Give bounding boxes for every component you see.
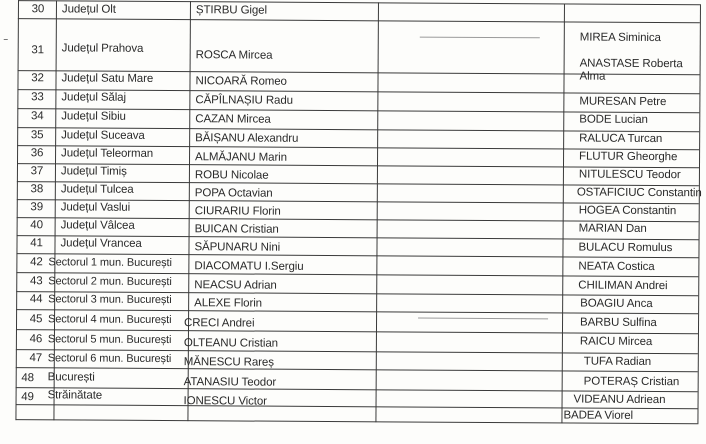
candidate-left: CAZAN Mircea: [195, 113, 271, 126]
candidate-right: RAICU Mircea: [579, 335, 653, 348]
candidate-left: ROSCA Mircea: [195, 49, 273, 62]
candidate-right: MARIAN Dan: [578, 222, 647, 235]
candidate-left: ATANASIU Teodor: [183, 376, 277, 389]
candidate-right: TUFA Radian: [583, 355, 652, 368]
candidate-right: MIREA Siminica: [579, 31, 661, 45]
row-number: 33: [31, 91, 44, 104]
candidate-right: NEATA Costica: [578, 260, 655, 274]
row-number: 45: [29, 313, 43, 326]
row-divider: [18, 18, 700, 23]
row-number: 40: [30, 219, 43, 232]
candidate-right: MURESAN Petre: [579, 95, 667, 109]
county-name: Județul Suceava: [61, 129, 145, 142]
candidate-left: CĂPÎLNAȘIU Radu: [195, 94, 294, 107]
candidate-left: CRECI Andrei: [183, 317, 255, 330]
row-number: 48: [21, 372, 35, 385]
county-name: Județul Satu Mare: [61, 72, 154, 85]
candidate-right: NITULESCU Teodor: [578, 168, 681, 182]
candidate-left: BUICAN Cristian: [194, 223, 279, 236]
county-name: Sectorul 5 mun. București: [47, 333, 172, 347]
row-number: 46: [29, 333, 43, 346]
candidate-left: POPA Octavian: [194, 187, 273, 200]
row-number: 36: [30, 147, 44, 160]
candidate-right: HOGEA Constantin: [578, 204, 677, 218]
row-number: 44: [29, 293, 43, 306]
county-name: Județul Vrancea: [60, 237, 142, 250]
candidate-right: BOAGIU Anca: [580, 297, 653, 310]
county-name: Străinătate: [47, 389, 103, 402]
county-name: Județul Tulcea: [60, 183, 134, 196]
candidate-left: NICOARĂ Romeo: [195, 75, 287, 88]
county-name: București: [47, 371, 95, 384]
candidate-right: BULACU Romulus: [578, 241, 673, 255]
candidate-right: RALUCA Turcan: [579, 132, 663, 146]
candidate-left: ALEXE Florin: [194, 297, 263, 310]
row-number: 43: [29, 275, 43, 288]
candidate-right: BODE Lucian: [579, 113, 648, 126]
candidate-right: POTERAȘ Cristian: [583, 375, 680, 389]
row-number: 38: [30, 183, 44, 196]
candidate-left: ȘTIRBU Gigel: [195, 4, 267, 17]
candidate-left: SĂPUNARU Nini: [194, 241, 281, 254]
margin-mark: [4, 39, 8, 40]
pencil-stroke: [418, 318, 548, 320]
county-name: Județul Olt: [61, 3, 116, 16]
row-number: 31: [31, 44, 45, 57]
county-name: Județul Vaslui: [60, 201, 131, 214]
county-name: Sectorul 6 mun. București: [47, 352, 172, 366]
county-name: Județul Sălaj: [61, 91, 127, 104]
candidate-right: FLUTUR Gheorghe: [579, 150, 678, 164]
candidate-right: VIDEANU Adriean: [573, 393, 666, 407]
candidate-left: NEACSU Adrian: [194, 279, 277, 292]
county-name: Sectorul 1 mun. București: [48, 256, 172, 270]
candidate-left: DIACOMATU I.Sergiu: [194, 260, 304, 273]
row-number: 41: [30, 237, 43, 250]
row-divider: [18, 0, 700, 5]
county-name: Județul Vâlcea: [60, 219, 135, 232]
row-number: 32: [31, 72, 44, 85]
candidate-right: ANASTASE Roberta Alma: [579, 57, 683, 83]
candidate-right: CHILIMAN Andrei: [578, 279, 668, 293]
row-number: 42: [30, 256, 43, 269]
candidate-left: IONESCU Victor: [183, 395, 267, 408]
candidate-left: ROBU Nicolae: [194, 169, 269, 182]
column-divider: [375, 2, 379, 422]
county-name: Sectorul 3 mun. București: [48, 293, 172, 307]
row-number: 49: [21, 391, 34, 404]
column-divider: [561, 3, 565, 423]
county-name: Sectorul 2 mun. București: [48, 275, 172, 289]
county-name: Sectorul 4 mun. București: [48, 313, 172, 327]
row-number: 30: [31, 3, 45, 16]
candidate-right: BADEA Viorel: [563, 409, 634, 422]
county-name: Județul Sibiu: [61, 110, 126, 123]
pencil-stroke: [420, 37, 540, 39]
candidate-left: MĂNESCU Rareș: [183, 356, 274, 369]
county-name: Județul Prahova: [61, 42, 144, 55]
row-number: 34: [30, 110, 44, 123]
row-number: 39: [30, 201, 44, 214]
row-number: 35: [30, 129, 44, 142]
candidate-right: OSTAFICIUC Constantin: [576, 186, 702, 200]
county-name: Județul Teleorman: [61, 147, 154, 160]
candidate-left: BĂIȘANU Alexandru: [195, 132, 299, 145]
candidate-left: OLTEANU Cristian: [183, 337, 278, 350]
candidate-right: BARBU Sulfina: [580, 316, 657, 330]
row-number: 47: [29, 352, 43, 365]
row-number: 37: [30, 165, 44, 178]
candidate-left: ALMĂJANU Marin: [195, 151, 287, 164]
table-border-right: [697, 4, 701, 424]
candidate-left: CIURARIU Florin: [194, 205, 281, 218]
county-name: Județul Timiș: [60, 165, 127, 178]
